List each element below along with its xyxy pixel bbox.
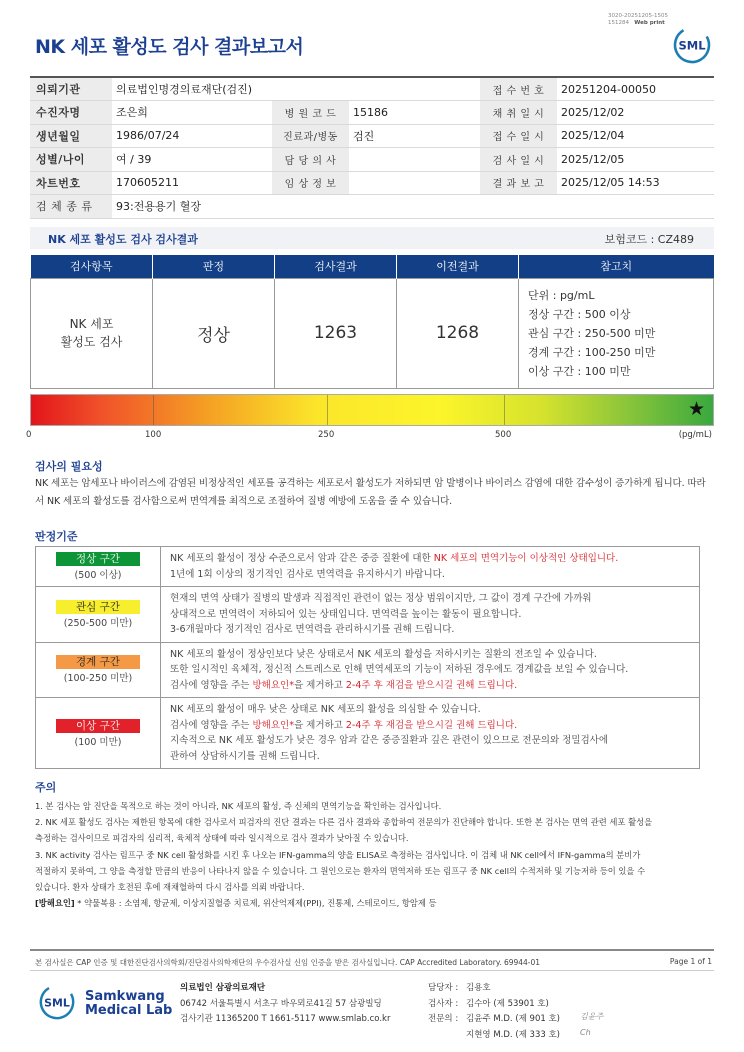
info-label: 생년월일: [30, 124, 112, 148]
info-value: 조은희: [112, 101, 272, 125]
info-value: 2025/12/05: [557, 148, 714, 172]
test-result-value: 1263: [275, 278, 397, 388]
scale-tick-label: 100: [145, 430, 162, 440]
criteria-level-abnormal: [36, 698, 161, 769]
status-badge: 관심 구간: [56, 600, 140, 614]
info-label: 진료과/병동: [272, 124, 349, 148]
status-badge: 정상 구간: [56, 552, 140, 566]
info-label: 결 과 보 고: [480, 171, 557, 195]
info-value: 93:전용용기 혈장: [112, 195, 714, 219]
scale-tick-label: 250: [318, 430, 335, 440]
info-label: 접 수 일 시: [480, 124, 557, 148]
staff-row: 전문의 : 김윤주 M.D. (제 901 호): [428, 1014, 561, 1024]
result-header: 참고치: [519, 255, 714, 278]
info-value: 15186: [349, 101, 480, 125]
info-value: [349, 148, 480, 172]
criteria-description: NK 세포의 활성이 매우 낮은 상태로 NK 세포의 활성을 의심할 수 있습니다. 검사에 영향을 주는 방해요인*을 제거하고 2-4주 후 재검을 받으시길 권해 드립니다. 지속적으로 NK 세포 활성도가 낮은 경우 암과 같은 중증질환과 깊은 관련이 있으므로 전문의와 정밀검사에 관하여 상담하시기를 권해 드립니다.: [161, 698, 700, 769]
info-label: 접 수 번 호: [480, 77, 557, 101]
scale-divider: [153, 395, 154, 425]
scale-divider: [504, 395, 505, 425]
info-label: 성별/나이: [30, 148, 112, 172]
criteria-level-interest: [36, 587, 161, 643]
print-meta: 3020-20251205-1505 151284 Web print: [608, 13, 668, 26]
staff-info: [428, 981, 560, 1043]
info-label: 임 상 정 보: [272, 171, 349, 195]
info-value: [349, 171, 480, 195]
insurance-code: 보험코드 : CZ489: [604, 233, 694, 246]
info-value: 2025/12/05 14:53: [557, 171, 714, 195]
result-header: 이전결과: [397, 255, 519, 278]
info-value: 의료법인명경의료재단(검진): [112, 77, 480, 101]
criteria-description: 현재의 면역 상태가 질병의 발생과 직접적인 관련이 없는 정상 범위이지만, 그 값이 경계 구간에 가까워 상대적으로 면역력이 저하되어 있는 상태입니다. 면역력을 높이는 활동이 필요합니다. 3-6개월마다 정기적인 검사로 면역력을 관리하시기를 권해 드립니다.: [161, 587, 700, 643]
info-value: 검진: [349, 124, 480, 148]
criteria-table: [35, 546, 700, 769]
info-label: 차트번호: [30, 171, 112, 195]
info-value: 여 / 39: [112, 148, 272, 172]
sml-logo-icon: [672, 25, 712, 65]
result-header: 검사항목: [31, 255, 153, 278]
activity-scale-bar: [30, 394, 714, 426]
scale-tick-label: 0: [26, 430, 32, 440]
info-value: 2025/12/04: [557, 124, 714, 148]
info-value: 170605211: [112, 171, 272, 195]
criteria-range: (100-250 미만): [63, 673, 133, 685]
criteria-level-warn: [36, 642, 161, 698]
patient-info-table: [30, 76, 714, 219]
staff-row: 지현영 M.D. (제 333 호): [466, 1029, 561, 1040]
test-item: NK 세포 활성도 검사: [31, 278, 153, 388]
result-header: 판정: [153, 255, 275, 278]
page-title: NK 세포 활성도 검사 결과보고서: [35, 36, 304, 58]
criteria-range: (500 이상): [74, 570, 122, 581]
result-marker-icon: ★: [687, 398, 705, 420]
info-label: 병 원 코 드: [272, 101, 349, 125]
reference-range: 단위 : pg/mL 정상 구간 : 500 이상 관심 구간 : 250-500 미만 경계 구간 : 100-250 미만 이상 구간 : 100 미만: [519, 278, 714, 388]
signature: 김윤주 Ch: [580, 1012, 604, 1037]
info-label: 검 사 일 시: [480, 148, 557, 172]
notes-list: 1. 본 검사는 암 진단을 목적으로 하는 것이 아니라, NK 세포의 활성, 즉 신체의 면역기능을 확인하는 검사입니다. 2. NK 세포 활성도 검사는 제한된 항목에 대한 검사로서 피검자의 진단 결과는 다른 검사 결과와 종합하여 전문의가 진단해야 합니다. 또한 본 검사는 면역 관련 세포 활성을 측정하는 검사이므로 피검자의 심리적, 육체적 상태에 따라 일시적으로 검사 결과가 낮아질 수 있습니다. 3. NK activity 검사는 림프구 중 NK cell 활성화를 시킨 후 나오는 IFN-gamma의 양을 ELISA로 측정하는 검사입니다. 이 검체 내 NK cell에서 IFN-gamma의 분비가 적절하지 못하여, 그 양을 측정할 만큼의 반응이 나타나지 않을 수 있습니다. 그 원인으로는 환자의 면역저하 또는 림프구 중 NK cell의 수적저하 및 기능저하 등이 있을 수 있습니다. 환자 상태가 호전된 후에 재채혈하여 다시 검사를 의뢰 바랍니다. [방해요인] * 약물복용 : 소염제, 항균제, 이상지질혈증 치료제, 위산억제제(PPI), 진통제, 스테로이드, 항암제 등: [35, 801, 653, 909]
criteria-description: NK 세포의 활성이 정상인보다 낮은 상태로서 NK 세포의 활성을 저하시키는 질환의 전조일 수 있습니다. 또한 일시적인 육체적, 정신적 스트레스로 인해 면역세포의 기능이 저하된 경우에도 경계값을 보일 수 있습니다. 검사에 영향을 주는 방해요인*을 제거하고 2-4주 후 재검을 받으시길 권해 드립니다.: [161, 642, 700, 698]
staff-row: 담당자 : 김용호: [428, 983, 491, 993]
necessity-text: NK 세포는 암세포나 바이러스에 감염된 비정상적인 세포를 공격하는 세포로서 활성도가 저하되면 암 발병이나 바이러스 감염에 대한 감수성이 증가하게 됩니다. 따라서 NK 세포의 활성도를 검사함으로써 면역계를 최적으로 조절하여 질병 예방에 도움을 줄 수 있습니다.: [35, 478, 706, 507]
logo-text: SML: [678, 38, 706, 53]
info-label: 의뢰기관: [30, 77, 112, 101]
result-header: 검사결과: [275, 255, 397, 278]
scale-tick-label: 500: [495, 430, 512, 440]
footer-divider: [30, 970, 714, 971]
page-number: Page 1 of 1: [669, 957, 712, 966]
footer-divider: [30, 949, 714, 951]
result-table: [30, 255, 714, 389]
previous-result-value: 1268: [397, 278, 519, 388]
info-label: 담 당 의 사: [272, 148, 349, 172]
organization-info: 의료법인 삼광의료재단 06742 서울특별시 서초구 바우뫼로41길 57 삼광빌딩 검사기관 11365200 T 1661-5117 www.smlab.co.kr: [180, 983, 391, 1024]
brand-name: Samkwang Medical Lab: [85, 989, 173, 1018]
info-value: 1986/07/24: [112, 124, 272, 148]
info-label: 검 체 종 류: [30, 195, 112, 219]
status-badge: 경계 구간: [56, 655, 140, 669]
certification-text: 본 검사실은 CAP 인증 및 대한진단검사의학회/진단검사의학재단의 우수검사실 신임 인증을 받은 검사실입니다. CAP Accredited Laboratory. 69944-01: [35, 958, 541, 967]
status-badge: 이상 구간: [56, 719, 140, 733]
staff-row: 검사자 : 김수아 (제 53901 호): [428, 998, 549, 1009]
scale-divider: [327, 395, 328, 425]
info-label: 채 취 일 시: [480, 101, 557, 125]
info-label: 수진자명: [30, 101, 112, 125]
notes-title: 주의: [35, 781, 57, 794]
result-section-title: NK 세포 활성도 검사 검사결과: [48, 233, 198, 246]
info-value: 20251204-00050: [557, 77, 714, 101]
logo-text: SML: [44, 996, 70, 1010]
judgement-value: 정상: [153, 278, 275, 388]
criteria-range: (100 미만): [74, 736, 122, 748]
info-value: 2025/12/02: [557, 101, 714, 125]
necessity-title: 검사의 필요성: [35, 460, 103, 473]
criteria-title: 판정기준: [35, 530, 78, 543]
sml-logo-icon: [38, 983, 76, 1021]
scale-unit-label: (pg/mL): [678, 430, 712, 440]
criteria-range: (250-500 미만): [63, 617, 133, 629]
criteria-level-normal: [36, 547, 161, 587]
criteria-description: NK 세포의 활성이 정상 수준으로서 암과 같은 중증 질환에 대한 NK 세포의 면역기능이 이상적인 상태입니다. 1년에 1회 이상의 정기적인 검사로 면역력을 유지하시기 바랍니다.: [161, 547, 700, 587]
